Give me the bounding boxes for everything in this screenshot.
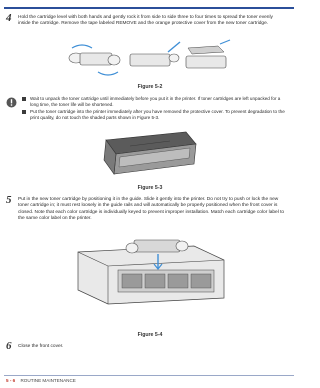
caution-icon: [6, 97, 17, 108]
step-5-number: 5: [6, 194, 12, 206]
header-rule: [4, 7, 294, 9]
note-bullet-1: [22, 97, 26, 101]
figure-5-4-illustration: [74, 238, 228, 308]
page-number: 5 - 6: [6, 378, 16, 383]
step-5-text: Put in the new toner cartridge by positioning it in the guide. Slide it gently into the printer. Do not try to push or lock the new toner cartridge in; it must rest loosely in the guide rails and will automatically be properly positioned when the front cover is closed. Note that each color cartridge is individually keyed to prevent improper installation. Match each cartridge color label to the same color label on the printer.: [18, 197, 285, 221]
note-bullet-2: [22, 110, 26, 114]
note-item-1: Wait to unpack the toner cartridge until immediately before you put it in the printer. If toner cartridges are left unpacked for a long time, the toner life will be shortened.: [30, 96, 281, 108]
step-6-number: 6: [6, 340, 12, 352]
printer-with-open-front: [78, 246, 224, 304]
toner-cartridge-shaded-parts: [104, 132, 196, 174]
page-footer: [6, 378, 76, 383]
hands-rocking-cartridge: [69, 45, 120, 75]
footer-rule: [4, 375, 294, 376]
figure-5-4-caption: Figure 5-4: [137, 332, 163, 338]
figure-5-3-caption: Figure 5-3: [137, 185, 163, 191]
step-4-text: Hold the cartridge level with both hands and gently rock it from side to side three to four times to spread the toner evenly inside the cartridge. Remove the tape labeled REMOVE and the orange protective cover from the new toner cartridge.: [18, 15, 273, 27]
note-item-2: Put the toner cartridge into the printer immediately after you have removed the protective cover. To prevent degradation to the print quality, do not touch the shaded parts shown in Figure 5-3.: [30, 109, 285, 121]
figure-5-2-illustration: [68, 38, 234, 80]
step-6-text: Close the front cover.: [18, 344, 64, 349]
section-title: ROUTINE MAINTENANCE: [20, 378, 76, 383]
step-4-number: 4: [6, 12, 12, 24]
removing-tape: [130, 42, 180, 66]
figure-5-3-illustration: [100, 124, 200, 179]
removing-protective-cover: [186, 40, 230, 68]
figure-5-2-caption: Figure 5-2: [137, 84, 163, 90]
